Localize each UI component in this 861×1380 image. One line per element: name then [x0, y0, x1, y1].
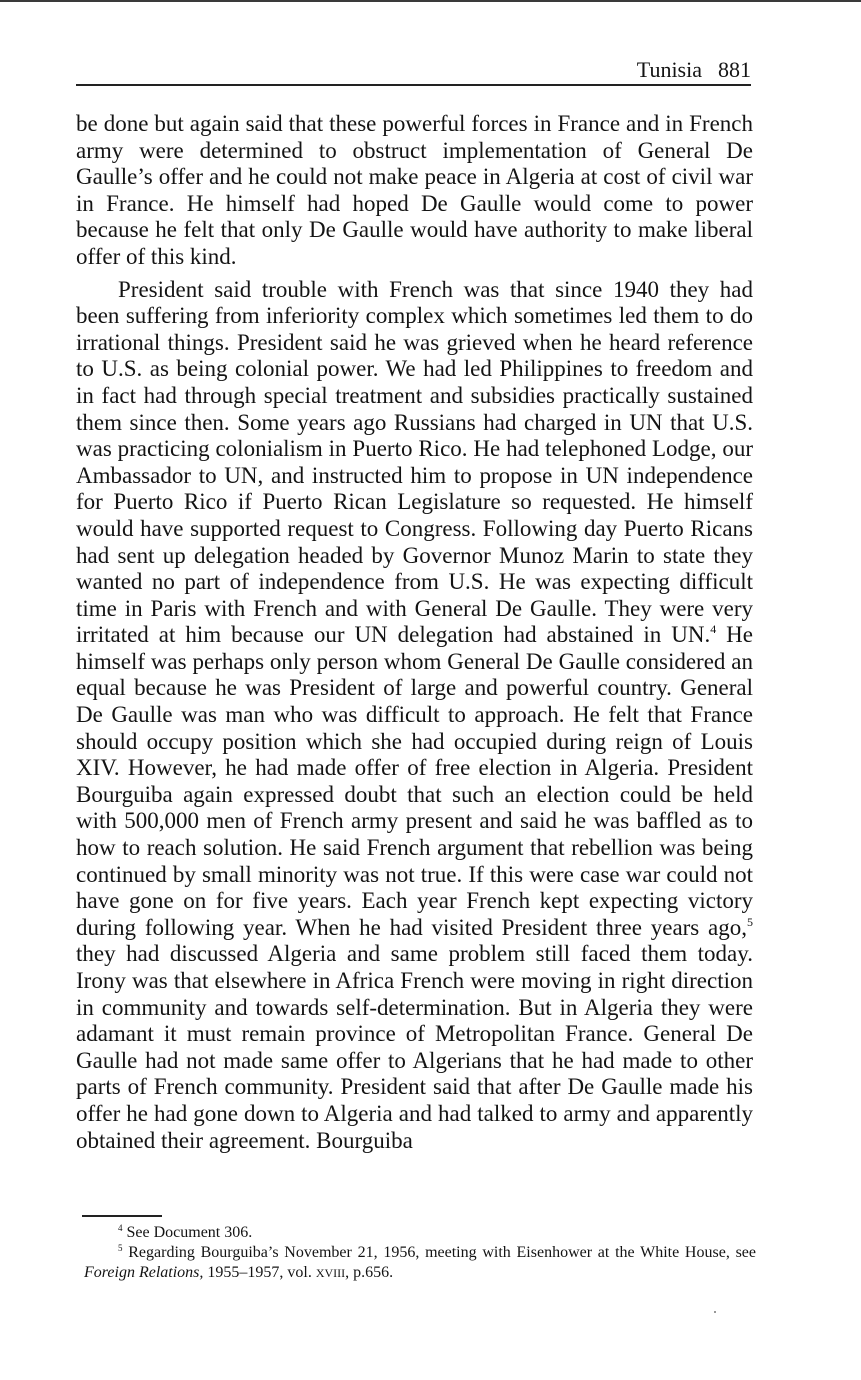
paragraph-2-part-b: He himself was perhaps only person whom General De Gaulle considered an equal because he was President of large and powerful country. General De Gaulle was man who was difficult to approach. He felt that France should occupy position which she had occupied during reign of Louis XIV. However, he had made offer of free election in Algeria. President Bourguiba again expressed doubt that such an election could be held with 500,000 men of French army present and said he was baffled as to how to reach solution. He said French argument that rebellion was being continued by small minority was not true. If this were case war could not have gone on for five years. Each year French kept expecting victory during following year. When he had visited President three years ago,: [76, 622, 754, 940]
top-border-line: [0, 0, 861, 2]
paragraph-2-part-a: President said trouble with French was that since 1940 they had been suffering from inferiority complex which sometimes led them to do irrational things. President said he was grieved when he heard reference to U.S. as being colonial power. We had led Philippines to freedom and in fact had through special treatment and subsidies practically sustained them since then. Some years ago Russians had charged in UN that U.S. was practicing colonialism in Puerto Rico. He had telephoned Lodge, our Ambassador to UN, and instructed him to propose in UN independence for Puerto Rico if Puerto Rican Legislature so requested. He himself would have supported request to Congress. Following day Puerto Ricans had sent up delegation headed by Governor Munoz Marin to state they wanted no part of independence from U.S. He was expecting difficult time in Paris with French and with General De Gaulle. They were very irritated at him because our UN delegation had abstained in UN.: [76, 276, 753, 648]
page-speck: [714, 1311, 716, 1313]
page-number: 881: [718, 57, 751, 82]
footnote-5-text-a: Regarding Bourguiba’s November 21, 1956, meeting with Eisenhower at the White House, see: [122, 1244, 756, 1261]
footnote-5-volume: XVIII: [315, 1266, 346, 1280]
footnote-5-text-b: 1955–1957, vol.: [203, 1264, 316, 1281]
running-header: [76, 57, 751, 86]
header-title: Tunisia: [636, 57, 702, 82]
footnote-divider: [82, 1215, 162, 1217]
footnote-5: [84, 1243, 756, 1283]
footnote-ref-5[interactable]: 5: [747, 914, 753, 929]
footnote-4-mark: 4: [118, 1223, 123, 1233]
footnote-5-text-c: , p.656.: [345, 1264, 394, 1281]
paragraph-2-part-c: they had discussed Algeria and same problem still faced them today. Irony was that elsewhere in Africa French were moving in right direction in community and towards self-determination. But in Algeria they were adamant it must remain province of Metropolitan France. General De Gaulle had not made same offer to Algerians that he had made to other parts of French community. President said that after De Gaulle made his offer he had gone down to Algeria and had talked to army and apparently obtained their agreement. Bourguiba: [76, 941, 753, 1153]
footnote-4: [84, 1223, 756, 1243]
footnote-5-mark: 5: [118, 1243, 123, 1253]
footnote-4-text: See Document 306.: [122, 1224, 253, 1241]
paragraph-1: be done but again said that these powerful forces in France and in French army were determined to obstruct implementation of General De Gaulle’s offer and he could not make peace in Algeria at cost of civil war in France. He himself had hoped De Gaulle would come to power because he felt that only De Gaulle would have authority to make liberal offer of this kind.: [76, 111, 753, 269]
footnote-5-italic-title: Foreign Relations,: [84, 1264, 204, 1281]
footnotes: [84, 1223, 756, 1283]
body-text: [76, 111, 753, 1154]
footnote-ref-4[interactable]: 4: [710, 622, 717, 637]
paragraph-2: [76, 277, 753, 1155]
